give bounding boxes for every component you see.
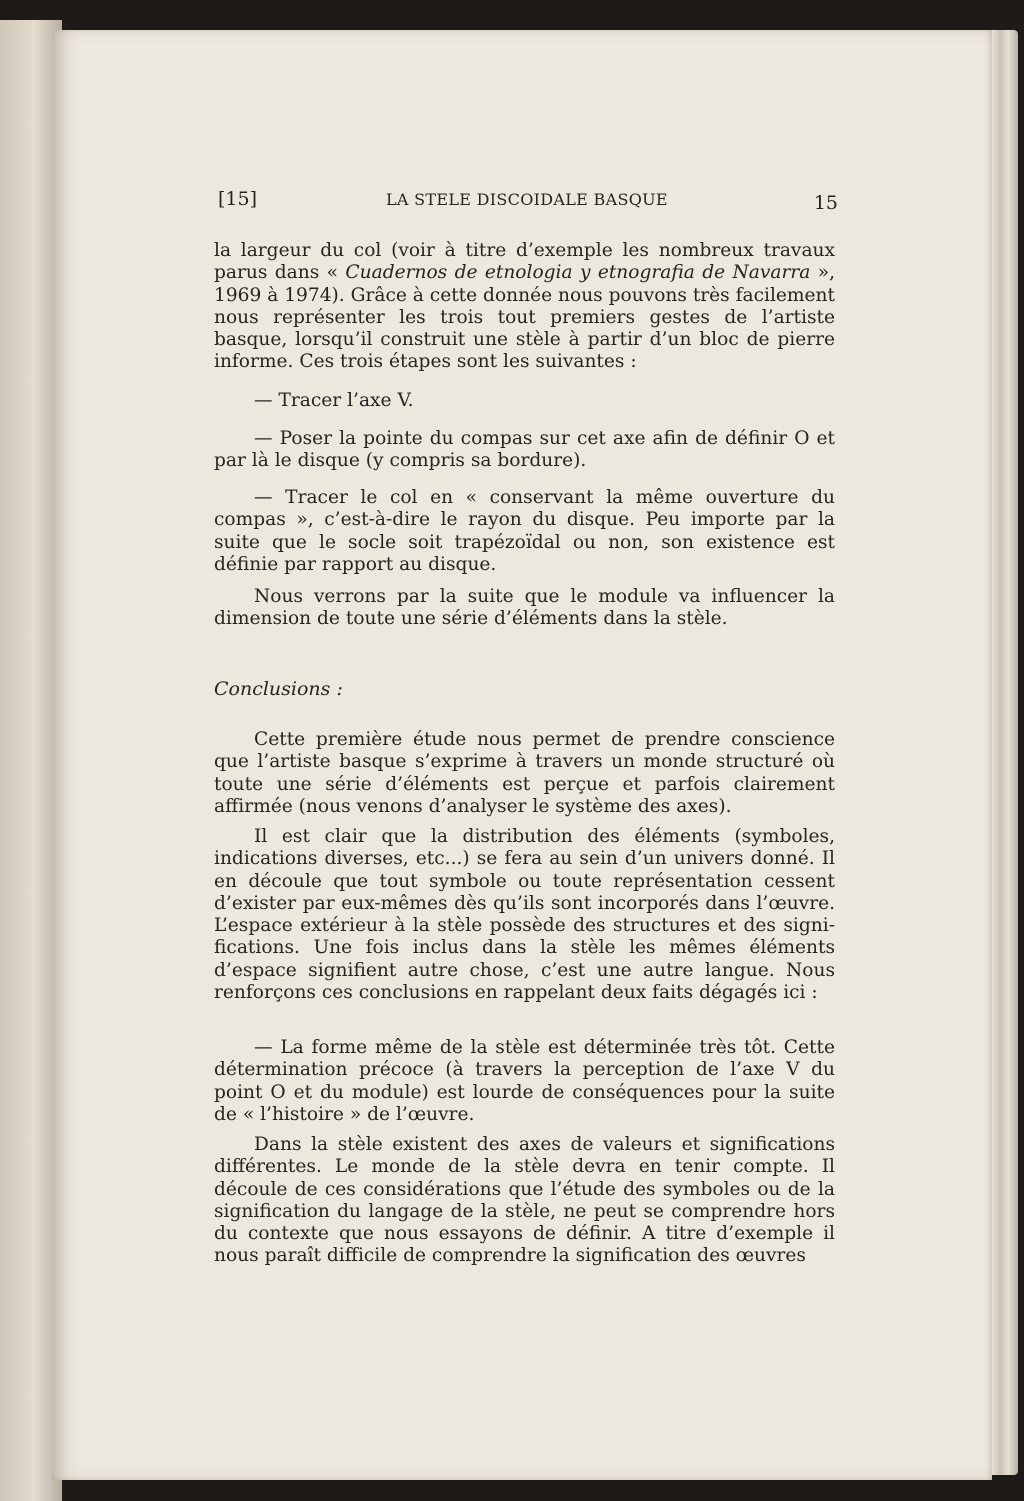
paragraph-conclusion-4 <box>214 1134 835 1268</box>
paragraph-col-width <box>214 240 835 374</box>
paragraph-text: », 1969 à 1974). Grâce à cette donnée nous pouvons très facilement nous représenter les trois tout premiers gestes de l’artiste basque, lorsqu’il construit une stèle à partir d’un bloc de pierre informe. Ces trois étapes sont les suivantes : <box>214 262 835 373</box>
conclusions-heading: Conclusions : <box>214 678 343 700</box>
page-reference: [15] <box>218 188 258 210</box>
running-header <box>218 188 838 218</box>
paragraph-conclusion-1 <box>214 729 835 818</box>
step-text: — Poser la pointe du compas sur cet axe afin de définir O et par là le disque (y compris sa bordure). <box>214 428 835 472</box>
paragraph-text: la largeur du col (voir à titre d’exemple les nombreux travaux parus dans « <box>214 240 835 284</box>
step-list-item <box>214 487 835 576</box>
paragraph-text: — La forme même de la stèle est déterminée très tôt. Cette détermination précoce (à travers la perception de l’axe V du point O et du module) est lourde de conséquences pour la suite de « l’histoire » de l’œuvre. <box>214 1037 835 1125</box>
running-title: LA STELE DISCOIDALE BASQUE <box>386 190 668 209</box>
paragraph-module <box>214 586 835 631</box>
step-list-item <box>214 428 835 473</box>
journal-title: Cuadernos de etnologia y etnografia de Navarra <box>345 262 811 284</box>
step-text: — Tracer le col en « conservant la même ouverture du compas », c’est-à-dire le rayon du disque. Peu importe par la suite que le socle soit trapézoïdal ou non, son existence est définie par rapport au disque. <box>214 487 835 575</box>
section-heading <box>214 677 835 701</box>
paragraph-text: Il est clair que la distribution des éléments (symboles, indications diverses, etc...) se fera au sein d’un univers donné. Il en découle que tout symbole ou toute représentation cessent d’exister par eux-mêmes dès qu’ils sont incorporés dans l’œuvre. L’espace extérieur à la stèle possède des structures et des significations. Une fois inclus dans la stèle les mêmes éléments d’espace signifient autre chose, c’est une autre langue. Nous renforçons ces conclusions en rappelant deux faits dégagés ici : <box>214 826 835 1004</box>
paragraph-text: Dans la stèle existent des axes de valeurs et significations différentes. Le monde de la stèle devra en tenir compte. Il découle de ces considérations que l’étude des symboles ou de la signification du langage de la stèle, ne peut se comprendre hors du contexte que nous essayons de définir. A titre d’exemple il nous paraît difficile de comprendre la signification des œuvres <box>214 1134 835 1267</box>
page-number: 15 <box>813 192 838 214</box>
paragraph-text: Nous verrons par la suite que le module va influencer la dimension de toute une série d’éléments dans la stèle. <box>214 586 835 630</box>
paragraph-conclusion-3 <box>214 1037 835 1126</box>
step-text: — Tracer l’axe V. <box>254 390 414 411</box>
step-list-item <box>214 390 835 412</box>
paragraph-conclusion-2 <box>214 826 835 1004</box>
paragraph-text: Cette première étude nous permet de prendre conscience que l’artiste basque s’exprime à travers un monde structuré où toute une série d’éléments est perçue et parfois clairement affirmée (nous venons d’analyser le système des axes). <box>214 729 835 817</box>
